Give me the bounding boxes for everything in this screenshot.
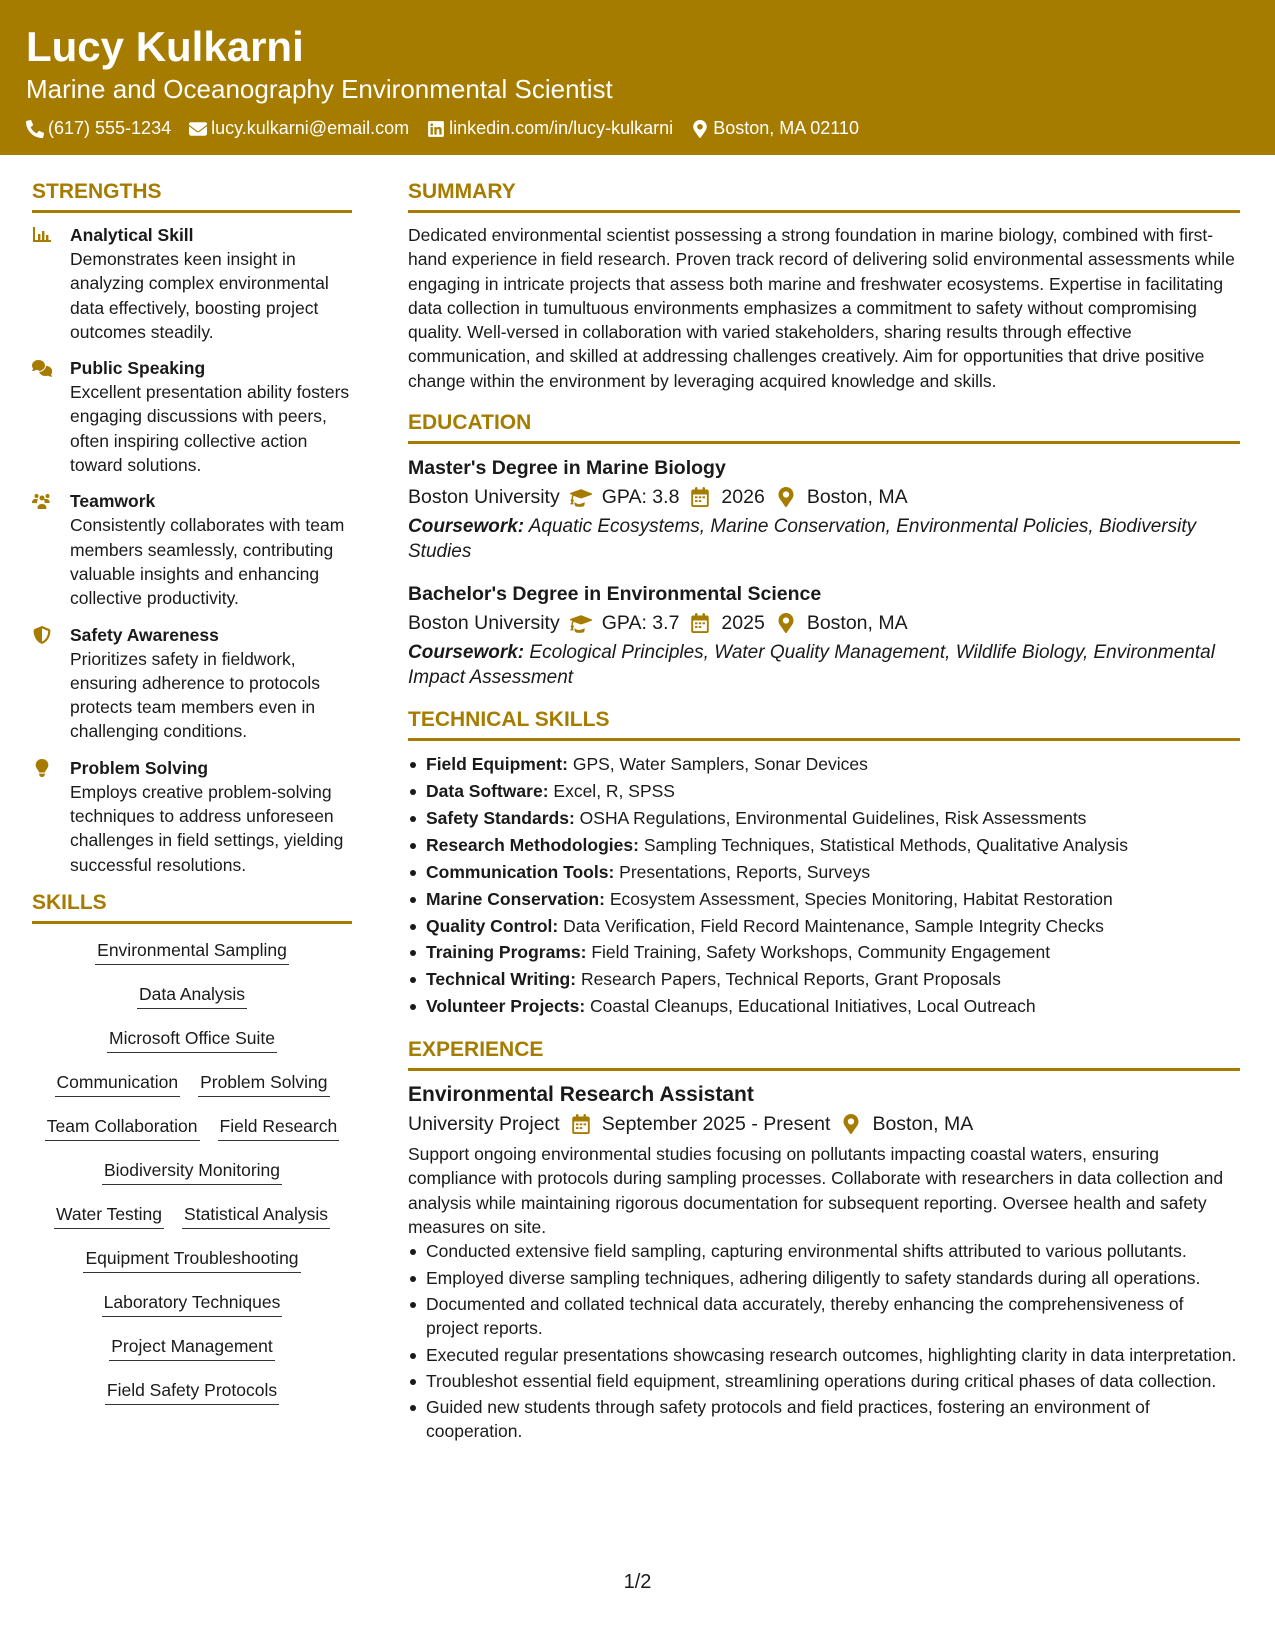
graduation-cap-icon	[570, 613, 592, 633]
strength-item	[32, 223, 352, 344]
calendar-icon	[689, 613, 711, 633]
contact-bar	[26, 118, 1249, 139]
year-text: 2026	[721, 486, 765, 509]
linkedin-icon	[427, 120, 445, 138]
list-item	[408, 805, 1240, 832]
gpa-text: GPA: 3.8	[601, 486, 680, 509]
organization: University Project	[408, 1113, 560, 1136]
strength-item	[32, 756, 352, 877]
skill-tag: Team Collaboration	[45, 1114, 200, 1141]
contact-location	[691, 118, 859, 139]
tech-value: Coastal Cleanups, Educational Initiatives, Local Outreach	[590, 996, 1036, 1017]
candidate-title: Marine and Oceanography Environmental Scientist	[26, 74, 613, 104]
location-text: Boston, MA	[806, 612, 908, 635]
strengths-heading: STRENGTHS	[32, 178, 352, 213]
strength-title: Teamwork	[70, 491, 156, 512]
school-name: Boston University	[408, 486, 560, 509]
degree-title: Master's Degree in Marine Biology	[408, 457, 726, 480]
summary-heading: SUMMARY	[408, 178, 1240, 213]
skill-tag: Field Research	[218, 1114, 340, 1141]
tech-label: Safety Standards:	[426, 807, 575, 828]
left-column	[32, 178, 352, 1422]
job-description: Support ongoing environmental studies focusing on pollutants impacting coastal waters, ensuring compliance with protocols during sampling processes. Collaborate with researchers in data collection and analysis while maintaining rigorous documentation for subsequent reporting. Oversee health and safety measures on site.	[408, 1144, 1224, 1238]
page-number: 1/2	[623, 1571, 652, 1593]
experience-item	[408, 1081, 1240, 1444]
list-item: Conducted extensive field sampling, capturing environmental shifts attributed to various pollutants.	[408, 1239, 1240, 1263]
tech-label: Data Software:	[426, 780, 549, 801]
year-text: 2025	[721, 612, 765, 635]
resume-header	[0, 0, 1275, 155]
lightbulb-icon	[32, 759, 52, 777]
coursework-label: Coursework:	[408, 516, 525, 538]
tech-label: Quality Control:	[426, 915, 559, 936]
tech-value: Field Training, Safety Workshops, Community Engagement	[591, 942, 1051, 963]
degree-title: Bachelor's Degree in Environmental Science	[408, 583, 822, 606]
right-column	[408, 178, 1240, 1446]
strength-title: Safety Awareness	[70, 624, 219, 645]
phone-text: (617) 555-1234	[48, 118, 172, 138]
tech-value: Sampling Techniques, Statistical Methods, Qualitative Analysis	[643, 834, 1128, 855]
tech-label: Volunteer Projects:	[426, 996, 586, 1017]
contact-linkedin[interactable]	[427, 118, 673, 139]
contact-phone[interactable]	[26, 118, 171, 139]
strength-title: Analytical Skill	[70, 225, 194, 245]
list-item	[408, 859, 1240, 886]
list-item	[408, 778, 1240, 805]
tech-label: Technical Writing:	[426, 969, 577, 990]
location-text: Boston, MA	[806, 486, 908, 509]
skill-tag: Data Analysis	[137, 982, 247, 1009]
list-item	[408, 751, 1240, 778]
coursework	[408, 515, 1240, 564]
tech-value: Excel, R, SPSS	[553, 780, 675, 801]
envelope-icon	[189, 120, 207, 138]
skills-heading: SKILLS	[32, 889, 352, 924]
list-item: Troubleshot essential field equipment, streamlining operations during critical phases of data collection.	[408, 1369, 1240, 1393]
strength-desc: Employs creative problem-solving techniques to address unforeseen challenges in field settings, yielding successful resolutions.	[70, 781, 344, 875]
job-title: Environmental Research Assistant	[408, 1083, 754, 1107]
list-item	[408, 886, 1240, 913]
coursework-label: Coursework:	[408, 642, 525, 664]
strength-item	[32, 356, 352, 477]
list-item	[408, 913, 1240, 940]
list-item	[408, 939, 1240, 966]
school-name: Boston University	[408, 612, 560, 635]
skill-tag: Water Testing	[54, 1202, 164, 1229]
tech-value: Ecosystem Assessment, Species Monitoring, Habitat Restoration	[609, 888, 1113, 909]
shield-icon	[32, 626, 52, 644]
education-item	[408, 454, 1240, 564]
tech-value: GPS, Water Samplers, Sonar Devices	[572, 754, 868, 775]
list-item: Documented and collated technical data accurately, thereby enhancing the comprehensiveness of project reports.	[408, 1292, 1240, 1341]
tech-value: Data Verification, Field Record Maintenance, Sample Integrity Checks	[563, 915, 1104, 936]
skill-tag: Problem Solving	[198, 1070, 329, 1097]
strength-desc: Demonstrates keen insight in analyzing complex environmental data effectively, boosting project outcomes steadily.	[70, 249, 329, 342]
tech-label: Communication Tools:	[426, 861, 615, 882]
skill-tag: Environmental Sampling	[95, 938, 289, 965]
list-item: Executed regular presentations showcasing research outcomes, highlighting clarity in data interpretation.	[408, 1343, 1240, 1367]
job-bullets	[408, 1239, 1240, 1443]
list-item: Guided new students through safety protocols and field practices, fostering an environment of cooperation.	[408, 1395, 1240, 1444]
map-pin-icon	[840, 1114, 862, 1134]
tech-label: Field Equipment:	[426, 754, 568, 775]
education-item	[408, 580, 1240, 690]
list-item	[408, 832, 1240, 859]
coursework	[408, 641, 1240, 690]
experience-heading: EXPERIENCE	[408, 1036, 1240, 1071]
strength-desc: Consistently collaborates with team members seamlessly, contributing valuable insights and enhancing collective productivity.	[70, 515, 345, 609]
users-icon	[32, 492, 52, 510]
linkedin-text: linkedin.com/in/lucy-kulkarni	[449, 118, 674, 138]
job-dates: September 2025 - Present	[601, 1113, 831, 1136]
skill-tag: Statistical Analysis	[182, 1202, 330, 1229]
skill-tag: Biodiversity Monitoring	[102, 1158, 282, 1185]
list-item: Employed diverse sampling techniques, adhering diligently to safety standards during all operations.	[408, 1266, 1240, 1290]
technical-skills-list	[408, 751, 1240, 1020]
technical-skills-heading: TECHNICAL SKILLS	[408, 706, 1240, 741]
tech-value: Presentations, Reports, Surveys	[619, 861, 871, 882]
strength-title: Public Speaking	[70, 358, 206, 379]
tech-value: OSHA Regulations, Environmental Guidelines, Risk Assessments	[579, 807, 1087, 828]
contact-email[interactable]	[189, 118, 409, 139]
phone-icon	[26, 120, 44, 138]
strength-item	[32, 623, 352, 744]
gpa-text: GPA: 3.7	[601, 612, 680, 635]
comments-icon	[32, 359, 52, 377]
tech-label: Research Methodologies:	[426, 834, 639, 855]
skill-tag: Field Safety Protocols	[105, 1378, 279, 1405]
map-pin-icon	[775, 613, 797, 633]
location-text: Boston, MA 02110	[713, 118, 859, 138]
tech-label: Training Programs:	[426, 942, 587, 963]
strength-desc: Prioritizes safety in fieldwork, ensuring adherence to protocols protects team members even in challenging conditions.	[70, 648, 321, 742]
coursework-text: Ecological Principles, Water Quality Management, Wildlife Biology, Environmental Impact Assessment	[408, 642, 1215, 688]
skill-tag: Equipment Troubleshooting	[83, 1246, 300, 1273]
strengths-list	[32, 223, 352, 877]
skill-tag: Microsoft Office Suite	[107, 1026, 277, 1053]
calendar-icon	[689, 487, 711, 507]
list-item	[408, 993, 1240, 1020]
strength-title: Problem Solving	[70, 757, 209, 778]
skill-tag: Project Management	[109, 1334, 274, 1361]
tech-value: Research Papers, Technical Reports, Grant Proposals	[580, 969, 1001, 990]
skill-tag: Communication	[55, 1070, 181, 1097]
graduation-cap-icon	[570, 487, 592, 507]
list-item	[408, 966, 1240, 993]
strength-desc: Excellent presentation ability fosters engaging discussions with peers, often inspiring collective action toward solutions.	[70, 382, 350, 476]
job-location: Boston, MA	[872, 1113, 974, 1136]
coursework-text: Aquatic Ecosystems, Marine Conservation, Environmental Policies, Biodiversity Studies	[408, 516, 1197, 562]
strength-item	[32, 489, 352, 610]
calendar-icon	[570, 1114, 592, 1134]
summary-text: Dedicated environmental scientist possessing a strong foundation in marine biology, combined with first-hand experience in field research. Proven track record of delivering solid environmental assessments while engaging in intricate projects that assess both marine and freshwater ecosystems. Expertise in facilitating data collection in tumultuous environments emphasizes a commitment to safety without compromising quality. Well-versed in collaboration with varied stakeholders, sharing results through effective communication, and skilled at addressing challenges creatively. Aim for opportunities that drive positive change within the environment by leveraging acquired knowledge and skills.	[408, 225, 1235, 391]
tech-label: Marine Conservation:	[426, 888, 605, 909]
education-heading: EDUCATION	[408, 409, 1240, 444]
candidate-name: Lucy Kulkarni	[26, 23, 304, 70]
email-text: lucy.kulkarni@email.com	[211, 118, 410, 138]
map-pin-icon	[691, 120, 709, 138]
map-pin-icon	[775, 487, 797, 507]
bar-chart-icon	[32, 226, 52, 244]
skills-list	[32, 934, 352, 1405]
skill-tag: Laboratory Techniques	[102, 1290, 283, 1317]
